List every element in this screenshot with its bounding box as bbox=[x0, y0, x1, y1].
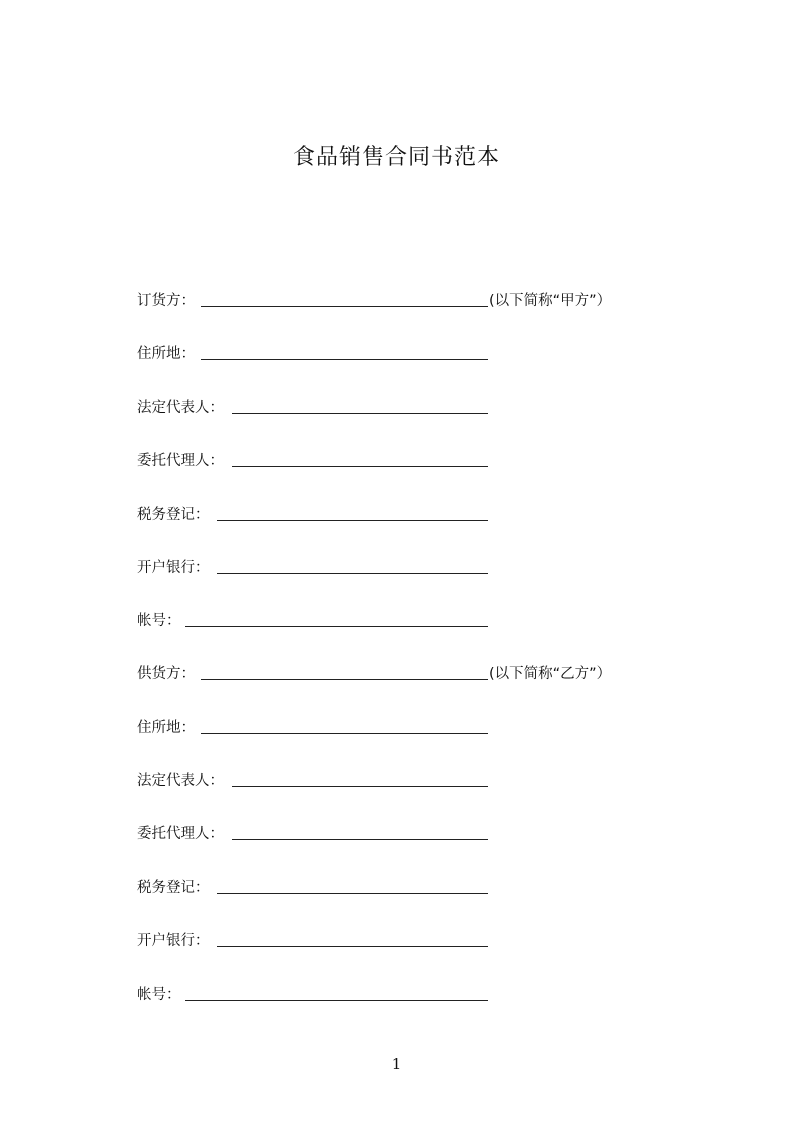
party-a-address-blank[interactable] bbox=[201, 359, 488, 360]
party-a-agent-label: 委托代理人： bbox=[137, 453, 224, 469]
party-a-legal-rep-label: 法定代表人： bbox=[137, 400, 224, 416]
page-number: 1 bbox=[391, 1055, 402, 1073]
party-b-name-label: 供货方： bbox=[137, 666, 195, 682]
party-b-account-label: 帐号： bbox=[137, 987, 181, 1003]
party-b-address-label: 住所地： bbox=[137, 720, 195, 736]
party-a-name-suffix: (以下简称“甲方”） bbox=[489, 293, 612, 309]
party-b-agent-blank[interactable] bbox=[232, 839, 488, 840]
party-a-account-label: 帐号： bbox=[137, 613, 181, 629]
party-b-name-blank[interactable] bbox=[201, 679, 488, 680]
party-b-legal-rep-label: 法定代表人： bbox=[137, 773, 224, 789]
party-a-tax-label: 税务登记： bbox=[137, 507, 210, 523]
party-b-legal-rep-blank[interactable] bbox=[232, 786, 488, 787]
document-title: 食品销售合同书范本 bbox=[292, 145, 500, 170]
party-b-tax-label: 税务登记： bbox=[137, 880, 210, 896]
party-b-bank-label: 开户银行： bbox=[137, 933, 210, 949]
party-b-address-blank[interactable] bbox=[201, 733, 488, 734]
party-a-tax-blank[interactable] bbox=[217, 520, 488, 521]
party-a-account-blank[interactable] bbox=[185, 626, 488, 627]
party-b-agent-label: 委托代理人： bbox=[137, 826, 224, 842]
party-b-name-suffix: (以下简称“乙方”） bbox=[489, 666, 612, 682]
party-a-agent-blank[interactable] bbox=[232, 466, 488, 467]
party-b-tax-blank[interactable] bbox=[217, 893, 488, 894]
party-a-bank-label: 开户银行： bbox=[137, 560, 210, 576]
party-a-legal-rep-blank[interactable] bbox=[232, 413, 488, 414]
party-a-address-label: 住所地： bbox=[137, 346, 195, 362]
party-a-name-blank[interactable] bbox=[201, 306, 488, 307]
party-b-account-blank[interactable] bbox=[185, 1000, 488, 1001]
party-a-name-label: 订货方： bbox=[137, 293, 195, 309]
party-b-bank-blank[interactable] bbox=[217, 946, 488, 947]
party-a-bank-blank[interactable] bbox=[217, 573, 488, 574]
